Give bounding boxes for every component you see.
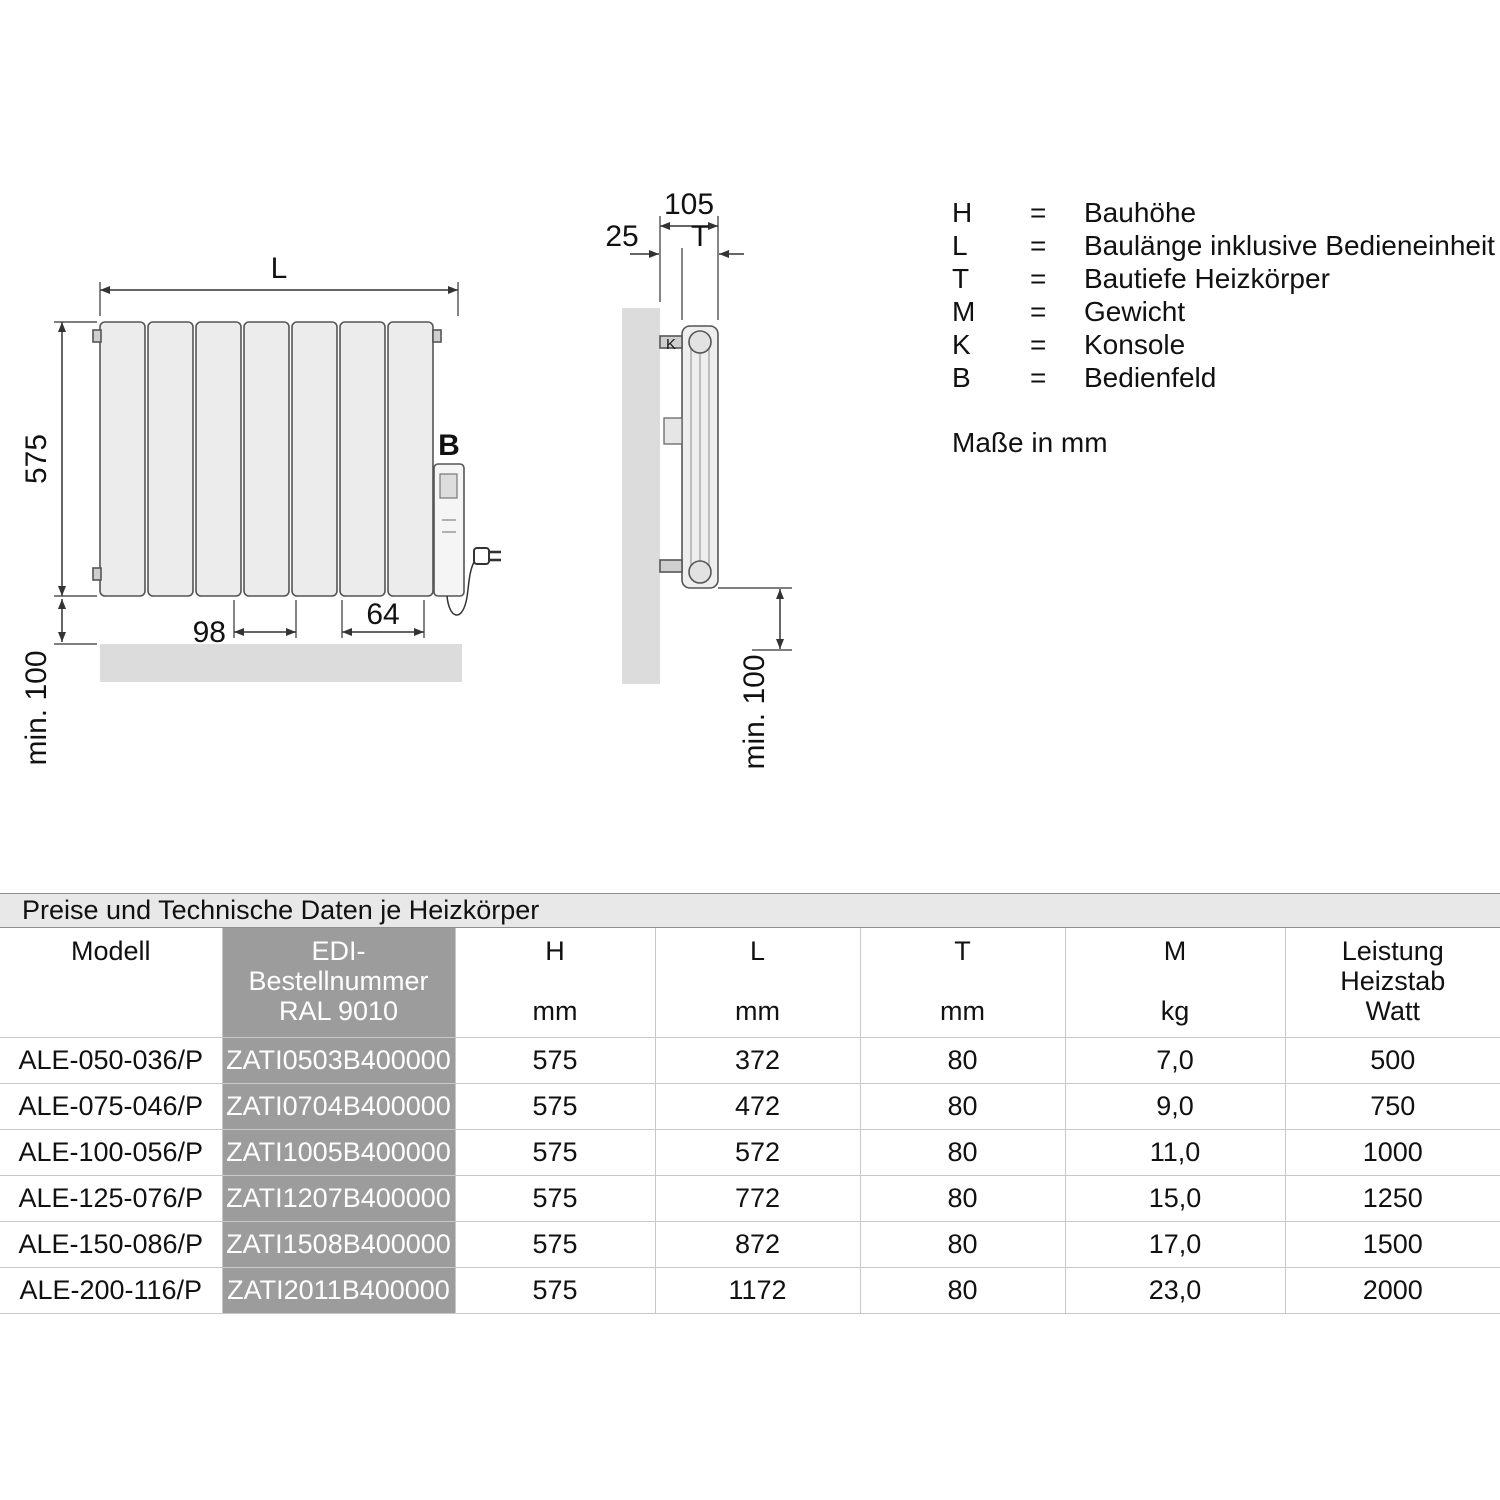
legend-equals: = — [1030, 197, 1047, 228]
side-view — [605, 188, 792, 770]
control-unit-label: B — [438, 429, 460, 462]
wall-side — [622, 308, 660, 684]
cell-modell: ALE-100-056/P — [0, 1130, 222, 1176]
legend-equals: = — [1030, 296, 1047, 327]
cell-t: 80 — [860, 1038, 1065, 1084]
cell-modell: ALE-150-086/P — [0, 1222, 222, 1268]
header-h: H mm — [455, 928, 655, 1038]
legend-row — [952, 229, 1495, 262]
legend-equals: = — [1030, 263, 1047, 294]
dim-105 — [660, 188, 718, 320]
table-row — [0, 1176, 1500, 1222]
legend-equals: = — [1030, 362, 1047, 393]
cell-t: 80 — [860, 1084, 1065, 1130]
legend-desc: Baulänge inklusive Bedieneinheit — [1084, 230, 1495, 261]
control-unit — [434, 464, 464, 596]
cell-m: 7,0 — [1065, 1038, 1285, 1084]
cell-h: 575 — [455, 1176, 655, 1222]
header-modell: Modell — [0, 928, 222, 1038]
legend-key: L — [952, 230, 968, 261]
bracket-bottom — [660, 560, 682, 572]
spec-table — [0, 928, 1500, 1314]
dim-min100-front — [20, 599, 97, 766]
cell-watt: 2000 — [1285, 1268, 1500, 1314]
cell-h: 575 — [455, 1084, 655, 1130]
legend-key: K — [952, 329, 971, 360]
dim-height — [20, 322, 97, 596]
legend-equals: = — [1030, 329, 1047, 360]
cell-m: 17,0 — [1065, 1222, 1285, 1268]
table-row — [0, 1084, 1500, 1130]
cell-l: 572 — [655, 1130, 860, 1176]
cell-l: 472 — [655, 1084, 860, 1130]
floor-front — [100, 644, 462, 682]
legend-row — [952, 328, 1495, 361]
table-row — [0, 1038, 1500, 1084]
legend-row — [952, 196, 1495, 229]
cell-t: 80 — [860, 1176, 1065, 1222]
cell-m: 15,0 — [1065, 1176, 1285, 1222]
cell-modell: ALE-125-076/P — [0, 1176, 222, 1222]
dim-length — [100, 252, 458, 316]
dim-min100-side-label: min. 100 — [738, 654, 771, 770]
legend-key: M — [952, 296, 976, 327]
cell-watt: 1250 — [1285, 1176, 1500, 1222]
radiator-top-cap — [689, 331, 711, 353]
legend-desc: Bauhöhe — [1084, 197, 1197, 228]
header-row — [0, 928, 1500, 1038]
dim-depth — [682, 220, 744, 320]
table-title: Preise und Technische Daten je Heizkörper — [0, 893, 1500, 928]
cell-watt: 1500 — [1285, 1222, 1500, 1268]
legend-row — [952, 361, 1495, 394]
cell-l: 872 — [655, 1222, 860, 1268]
legend-desc: Konsole — [1084, 329, 1186, 360]
power-plug-icon — [474, 548, 501, 564]
radiator-front-panels — [100, 322, 433, 596]
dim-depth-label: T — [690, 220, 710, 253]
bracket-label: K — [665, 336, 677, 353]
dim-25 — [605, 220, 659, 254]
header-leistung: Leistung Heizstab Watt — [1285, 928, 1500, 1038]
cell-m: 9,0 — [1065, 1084, 1285, 1130]
legend-key: B — [952, 362, 971, 393]
cell-watt: 1000 — [1285, 1130, 1500, 1176]
legend-equals: = — [1030, 230, 1047, 261]
legend-key: T — [952, 263, 970, 294]
cell-t: 80 — [860, 1268, 1065, 1314]
dim-min100-side — [718, 588, 792, 770]
units-note: Maße in mm — [952, 427, 1108, 458]
cell-modell: ALE-075-046/P — [0, 1084, 222, 1130]
legend-row — [952, 295, 1495, 328]
cell-modell: ALE-050-036/P — [0, 1038, 222, 1084]
cell-m: 11,0 — [1065, 1130, 1285, 1176]
cell-m: 23,0 — [1065, 1268, 1285, 1314]
dim-min100-front-label: min. 100 — [20, 650, 53, 766]
control-unit-display — [440, 474, 457, 498]
radiator-bottom-cap — [689, 561, 711, 583]
dim-25-label: 25 — [605, 220, 639, 253]
cell-l: 1172 — [655, 1268, 860, 1314]
cell-watt: 500 — [1285, 1038, 1500, 1084]
dim-98 — [193, 600, 296, 649]
front-view — [20, 252, 501, 766]
cell-watt: 750 — [1285, 1084, 1500, 1130]
legend-desc: Gewicht — [1084, 296, 1186, 327]
cell-edi: ZATI1508B400000 — [222, 1222, 455, 1268]
table-row — [0, 1130, 1500, 1176]
legend-desc: Bedienfeld — [1084, 362, 1217, 393]
header-edi-bestellnummer: EDI- Bestellnummer RAL 9010 — [222, 928, 455, 1038]
cell-t: 80 — [860, 1222, 1065, 1268]
cell-h: 575 — [455, 1268, 655, 1314]
table-row — [0, 1222, 1500, 1268]
dim-64-label: 64 — [366, 598, 400, 631]
cell-edi: ZATI2011B400000 — [222, 1268, 455, 1314]
cell-edi: ZATI0704B400000 — [222, 1084, 455, 1130]
legend — [952, 196, 1495, 459]
radiator-drawing — [0, 0, 900, 880]
table-row — [0, 1268, 1500, 1314]
header-l: L mm — [655, 928, 860, 1038]
header-m: M kg — [1065, 928, 1285, 1038]
dim-64 — [342, 598, 424, 638]
cell-h: 575 — [455, 1038, 655, 1084]
cell-h: 575 — [455, 1130, 655, 1176]
dim-length-label: L — [270, 252, 288, 285]
legend-row — [952, 262, 1495, 295]
dim-98-label: 98 — [192, 616, 226, 649]
spec-table-section — [0, 893, 1500, 1314]
cell-l: 772 — [655, 1176, 860, 1222]
valve-box — [664, 418, 682, 444]
legend-desc: Bautiefe Heizkörper — [1084, 263, 1330, 294]
cell-edi: ZATI1207B400000 — [222, 1176, 455, 1222]
cell-edi: ZATI1005B400000 — [222, 1130, 455, 1176]
header-t: T mm — [860, 928, 1065, 1038]
cell-edi: ZATI0503B400000 — [222, 1038, 455, 1084]
dim-105-label: 105 — [663, 188, 715, 221]
cell-modell: ALE-200-116/P — [0, 1268, 222, 1314]
legend-key: H — [952, 197, 973, 228]
cell-t: 80 — [860, 1130, 1065, 1176]
cell-h: 575 — [455, 1222, 655, 1268]
dim-height-label: 575 — [20, 433, 53, 485]
cell-l: 372 — [655, 1038, 860, 1084]
